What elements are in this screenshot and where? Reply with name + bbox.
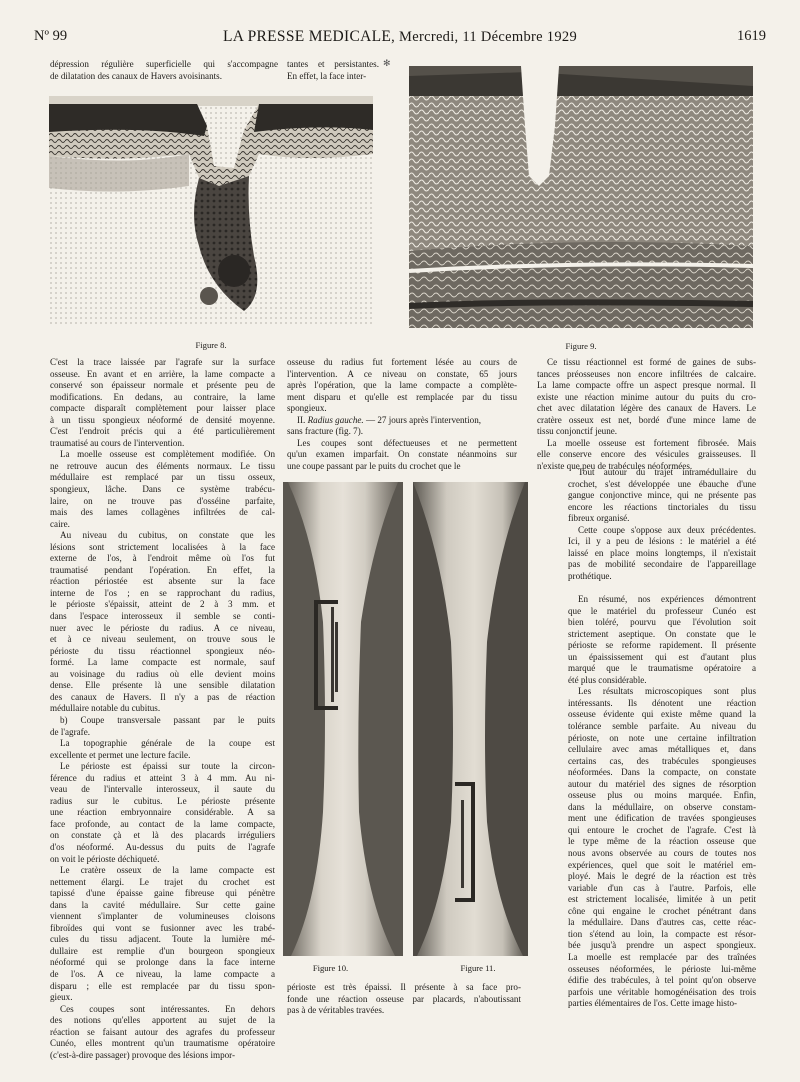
figure-8-caption: Figure 8. (195, 340, 227, 350)
text-line: expériences, quel que soit le matériel em- (568, 859, 756, 870)
section-title: Radius gauche. (307, 414, 364, 425)
text-line: que le matériel du professeur Cunéo est (568, 605, 756, 616)
text-line: parties élémentaires de l'os. Cette image histo- (568, 998, 738, 1009)
text-line: prothétique. (568, 570, 612, 581)
journal-name: LA PRESSE MEDICALE (223, 28, 392, 45)
text-line: (c'est-à-dire passager) provoque des lésions impor- (50, 1049, 236, 1060)
text-line: médullaire est remplacé par un tissu osseux, (50, 472, 275, 483)
text-line: conservé son épaisseur normale et présente peu de (50, 380, 275, 391)
text-line: de l'os. A ce niveau, la lame compacte a (50, 968, 275, 979)
text-line: cellulaire avec amas métalliques et, dans (568, 744, 756, 755)
text-line: de l'agrafe. (50, 726, 91, 737)
text-line: face profonde, au contact de la lame compacte, (50, 818, 275, 829)
text-line: une réaction embryonnaire considérable. A sa (50, 807, 275, 818)
text-line: bien toléré, pourvu que l'évolution soit (568, 617, 756, 628)
text-line: tissu conjonctif jeune. (537, 426, 618, 437)
text-line: mais des lames collagènes infiltrées de cal- (50, 507, 275, 518)
text-line: osseuse plus ou moins marquée. Enfin, (568, 790, 756, 801)
text-line: des notions qu'elles apportent au sujet de la (50, 1015, 275, 1026)
text-line: elle conserve encore des vésicules graisseuses. Il (537, 449, 756, 460)
text-line: Ici, il y a peu de lésions : le matériel a été (568, 536, 756, 547)
issue-date: , Mercredi, 11 Décembre 1929 (391, 29, 577, 45)
text-line: laire, on ne trouve pas d'osséine parfaite, (50, 495, 275, 506)
column-3-summary (568, 594, 756, 1010)
text-line: ment une édification de travées spongieuses (568, 813, 756, 824)
issue-number: Nº 99 (34, 28, 68, 44)
top-left-text (50, 59, 278, 82)
text-line: osseuse du radius fut fortement lésée au cours de (287, 357, 517, 367)
ink-mark: ✻ (383, 58, 391, 68)
text-line: La lame compacte offre un aspect presque normal. Il (537, 380, 756, 391)
text-line: viennent s'implanter de volumineuses cloisons (50, 911, 275, 922)
text-line: d'os néoformé. Au-dessus du puits de l'agrafe (50, 841, 275, 852)
column-2-bottom (287, 982, 521, 1017)
column-3-middle (568, 467, 756, 582)
column-3-top (537, 357, 756, 472)
text-line: autour du matériel des signes de résorption (568, 778, 756, 789)
text-line: Le périoste est épaissi sur toute la circon- (60, 761, 275, 772)
text-line: b) Coupe transversale passant par le puits (60, 714, 275, 725)
text-line: caire. (50, 518, 70, 529)
text-line: médullaire notable du cubitus. (50, 703, 161, 714)
text-line: néoformé qui se prolonge dans la face interne (50, 957, 275, 968)
text-line: l'intervention. A ce niveau on constate, 65 jours (287, 368, 517, 379)
column-1 (50, 357, 275, 1061)
figure-11-radiograph (413, 482, 528, 956)
text-line: ne retrouve aucun des éléments normaux. Le tissu (50, 460, 275, 471)
text-line: Cette coupe s'oppose aux deux précédentes. (578, 524, 756, 535)
text-line: pas à de véritables travées. (287, 1005, 385, 1016)
text-line: néoformées. Dans la compacte, on constate (568, 767, 756, 778)
text-line: C'est la trace laissée par l'agrafe sur la surface (50, 357, 275, 367)
text-line: dans la médullaire, on observe constam- (568, 801, 756, 812)
text-line: En effet, la face inter- (287, 70, 367, 81)
text-line: La moelle osseuse est complètement modifiée. On (60, 449, 275, 460)
text-line: compacte disparaît complètement pour laisser place (50, 403, 275, 414)
text-line: périoste se reforme rapidement. Il présente (568, 640, 756, 651)
text-line: tances préosseuses non encore infiltrées de calcaire. (537, 368, 756, 379)
text-line: Ces coupes sont intéressantes. En dehors (60, 1003, 275, 1014)
text-line: dans l'espace interosseux il semble se conti- (50, 611, 275, 622)
text-line: En résumé, nos expériences démontrent (578, 594, 756, 604)
text-line: qu'un examen imparfait. On constate néanmoins sur (287, 449, 517, 460)
text-line: on voit le périoste déchiqueté. (50, 853, 160, 864)
text-line: spongieux, lâche. Dans ce système trabécu- (50, 484, 275, 495)
text-line: tion s'étend au loin, la compacte est résor- (568, 928, 756, 939)
text-line: on constate çà et là des placards irréguliers (50, 830, 275, 841)
text-line: qui entoure le crochet de l'agrafe. C'est là (568, 824, 756, 835)
text-line: traumatisé pendant l'opération. En effet, la (50, 564, 275, 575)
text-line: et à ce niveau seulement, on trouve sous le (50, 634, 275, 645)
text-line: dans la cavité médullaire. Sur cette gaine (50, 899, 275, 910)
text-line: La moelle osseuse est fortement fibrosée. Mais (547, 437, 756, 448)
text-line: tapissé d'une épaisse gaine fibreuse qui pénètre (50, 888, 275, 899)
text-line: édifie des trabécules, à tel point qu'on observe (568, 975, 756, 986)
text-line: dullaire est remplie d'un bourgeon spongieux (50, 945, 275, 956)
page-header (34, 28, 766, 50)
text-line: spongieux. (287, 403, 327, 414)
text-line: formé. La lame compacte est normale, sauf (50, 657, 275, 668)
text-line: réaction périostée est absente sur la face (50, 576, 275, 587)
text-line: interne de l'os ; en se rapprochant du radius, (50, 587, 275, 598)
text-line: n'existe que peu de trabécules néoformées. (537, 460, 693, 471)
text-line: bée jusqu'à prendre un aspect spongieux. (568, 940, 756, 951)
text-line: périoste est très épaissi. Il présente à sa face pro- (287, 982, 521, 992)
text-line: dense. Elle présente là une sensible dilatation (50, 680, 275, 691)
text-line: le type même de la réaction osseuse que (568, 836, 756, 847)
figure-11-caption: Figure 11. (460, 963, 496, 973)
text-line: périoste du tissu réactionnel spongieux néo- (50, 645, 275, 656)
text-line: externe de l'os, à l'endroit même où l'os fut (50, 553, 275, 564)
figure-8-micrograph (49, 96, 373, 324)
text-line: un épaississement qui est d'autant plus (568, 651, 756, 662)
text-line: réaction se faisant autour des agrafes du professeur (50, 1026, 275, 1037)
text-line: La topographie générale de la coupe est (60, 738, 275, 749)
text-line: après l'opération, que la lame compacte a complète- (287, 380, 517, 391)
text-line: lésions sont strictement localisées à la face (50, 541, 275, 552)
section-ii-line2: sans fracture (fig. 7). (287, 426, 364, 437)
figure-10-caption: Figure 10. (312, 963, 349, 973)
text-line: marqué que le traumatisme opératoire a (568, 663, 756, 674)
text-line: disparu ; elle est remplacée par du tissu spon- (50, 980, 275, 991)
text-line: fibreux organisé. (568, 513, 630, 524)
text-line: variable d'un cas à l'autre. Parfois, elle (568, 882, 756, 893)
text-line: modifications. En dedans, au contraire, la lame (50, 391, 275, 402)
text-line: de dilatation des canaux de Havers avoisinants. (50, 70, 222, 81)
text-line: Les résultats microscopiques sont plus (578, 686, 756, 697)
text-line: Au niveau du cubitus, on constate que les (60, 530, 275, 541)
text-line: pas de mobilité secondaire de l'appareillage (568, 559, 756, 570)
text-line: ployé. Mais le degré de la réaction est très (568, 871, 756, 882)
text-line: fonde une réaction osseuse par placards, n'aboutissant (287, 993, 521, 1004)
text-line: laissé en place moins longtemps, il n'existait (568, 547, 756, 558)
text-line: nuer avec le périoste du radius. A ce niveau, (50, 622, 275, 633)
section-number: II. (297, 414, 306, 425)
text-line: traumatisé au cours de l'intervention. (50, 437, 185, 448)
text-line: strictement aseptique. On constate que le (568, 628, 756, 639)
text-line: veau de l'intervalle interosseux, il saute du (50, 784, 275, 795)
text-line: gieux. (50, 992, 73, 1003)
text-line: Les coupes sont défectueuses et ne permettent (297, 437, 517, 448)
text-line: Ce tissu réactionnel est formé de gaines de subs- (547, 357, 756, 367)
text-line: osseuse évidente qui existe même quand la (568, 709, 756, 720)
text-line: radius sur le cubitus. Le périoste présente (50, 795, 275, 806)
column-2-top (287, 357, 517, 472)
text-line: le périoste s'épaissit, atteint de 2 à 3 mm. et (50, 599, 275, 610)
text-line: tantes et persistantes. (287, 59, 379, 69)
text-line: encore les réactions tinctoriales du tissu (568, 501, 756, 512)
figure-9-micrograph (409, 66, 753, 328)
text-line: gangue conjonctive mince, qui ne présente pas (568, 490, 756, 501)
text-line: ment disparu et qu'elle est remplacée par du tissu (287, 391, 517, 402)
text-line: chet avec dilatation légère des canaux de Havers. Le (537, 403, 756, 414)
text-line: osseuse. En avant et en arrière, la lame compacte a (50, 368, 275, 379)
section-ii-heading (287, 415, 517, 427)
text-line: existe une réaction minime autour du puits du cro- (537, 391, 756, 402)
text-line: cône qui engaine le crochet pénétrant dans (568, 905, 756, 916)
text-line: à un tissu spongieux néoformé de densité moyenne. (50, 414, 275, 425)
text-line: La moelle est remplacée par des traînées (568, 951, 756, 962)
journal-title (34, 28, 766, 46)
text-line: C'est l'endroit précis qui a été particulièrement (50, 426, 275, 437)
text-line: nous avons observée au cours de toutes nos (568, 848, 756, 859)
text-line: certains cas, des trabécules spongieuses (568, 755, 756, 766)
text-line: crochet, s'est développée une ébauche d'une (568, 478, 756, 489)
text-line: périoste, on note une certaine infiltration (568, 732, 756, 743)
top-mid-text (287, 59, 379, 82)
text-line: cratère osseux est net, bordé d'une mince lame de (537, 414, 756, 425)
text-line: osseuses néoformées, le périoste lui-même (568, 963, 756, 974)
section-subtitle: — 27 jours après l'intervention, (363, 414, 482, 425)
text-line: nettement élargi. Le trajet du crochet est (50, 876, 275, 887)
text-line: Le cratère osseux de la lame compacte est (60, 865, 275, 876)
text-line: au voisinage du radius où elle devient moins (50, 668, 275, 679)
text-line: parfois une véritable homogénéisation des trois (568, 986, 756, 997)
text-line: férence du radius et atteint 3 à 4 mm. Au ni- (50, 772, 275, 783)
figure-10-radiograph (283, 482, 403, 956)
text-line: excellente et permet une lecture facile. (50, 749, 191, 760)
page-number: 1619 (737, 28, 766, 44)
text-line: été plus considérable. (568, 674, 647, 685)
text-line: cules du tissu adjacent. Toute la lumière mé- (50, 934, 275, 945)
text-line: des canaux de Havers. Il n'y a pas de réaction (50, 691, 275, 702)
text-line: intéressants. Ils dénotent une réaction (568, 697, 756, 708)
text-line: dépression régulière superficielle qui s'accompagne (50, 59, 278, 69)
text-line: Tout autour du trajet intramédullaire du (578, 467, 756, 477)
text-line: tolérance semble parfaite. Au niveau du (568, 721, 756, 732)
text-line: est strictement localisée, limitée à un petit (568, 894, 756, 905)
figure-9-caption: Figure 9. (565, 341, 597, 351)
text-line: la médullaire. Dans d'autres cas, cette réac- (568, 917, 756, 928)
text-line: une coupe passant par le puits du crochet que le (287, 460, 461, 471)
text-line: fibroïdes qui vont se fusionner avec les trabé- (50, 922, 275, 933)
text-line: Cunéo, elles montrent qu'un traumatisme opératoire (50, 1038, 275, 1049)
